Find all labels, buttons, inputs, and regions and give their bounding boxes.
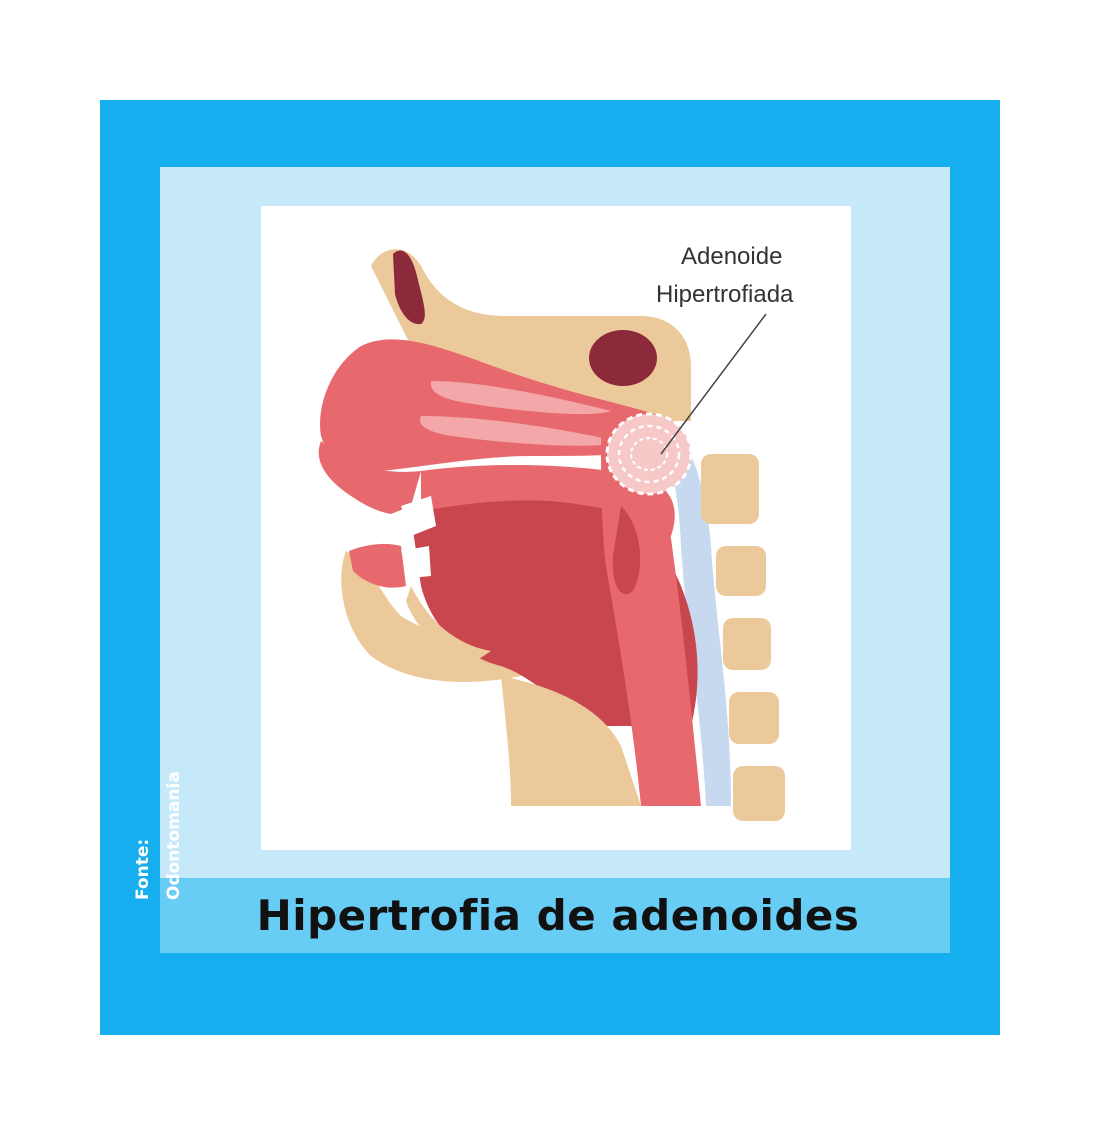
inner-panel	[160, 167, 950, 953]
sphenoid-sinus	[589, 330, 657, 386]
label-line-1: Adenoide	[681, 243, 783, 270]
lower-tooth	[401, 546, 431, 578]
outer-frame	[100, 100, 1000, 1035]
title-bar	[160, 878, 950, 953]
credit-line-2: Odontomania	[164, 771, 184, 900]
anatomy-illustration	[261, 206, 851, 850]
source-credit	[128, 760, 188, 900]
page-title: Hipertrofia de adenoides	[256, 891, 860, 940]
label-line-2: Hipertrofiada	[656, 281, 794, 308]
adenoid-tissue	[607, 414, 691, 494]
credit-line-1: Fonte:	[133, 838, 153, 900]
